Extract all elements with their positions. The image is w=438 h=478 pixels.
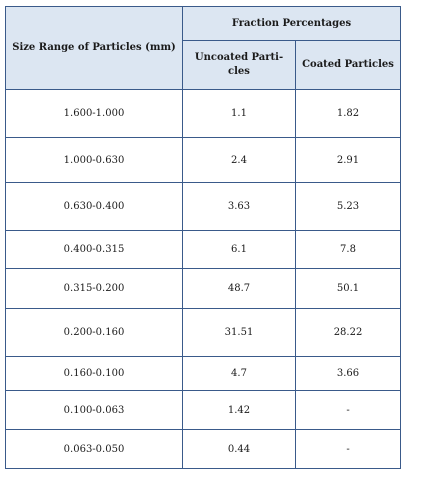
cell-coated: 7.8 bbox=[296, 231, 401, 269]
cell-coated: 3.66 bbox=[296, 357, 401, 391]
cell-size-range: 0.200-0.160 bbox=[6, 309, 183, 357]
table-row bbox=[6, 309, 401, 357]
table-row bbox=[6, 90, 401, 138]
cell-uncoated: 4.7 bbox=[183, 357, 296, 391]
cell-uncoated: 1.42 bbox=[183, 391, 296, 430]
cell-size-range: 0.160-0.100 bbox=[6, 357, 183, 391]
cell-uncoated: 31.51 bbox=[183, 309, 296, 357]
cell-coated: 5.23 bbox=[296, 183, 401, 231]
cell-coated: - bbox=[296, 391, 401, 430]
cell-uncoated: 2.4 bbox=[183, 138, 296, 183]
table-row bbox=[6, 391, 401, 430]
header-uncoated-particles: Uncoated Parti- cles bbox=[183, 41, 296, 90]
table-row bbox=[6, 231, 401, 269]
cell-coated: 2.91 bbox=[296, 138, 401, 183]
cell-coated: 1.82 bbox=[296, 90, 401, 138]
header-fraction-percentages: Fraction Percentages bbox=[183, 7, 401, 41]
table-row bbox=[6, 357, 401, 391]
cell-size-range: 0.630-0.400 bbox=[6, 183, 183, 231]
cell-uncoated: 1.1 bbox=[183, 90, 296, 138]
cell-size-range: 0.400-0.315 bbox=[6, 231, 183, 269]
table-row bbox=[6, 183, 401, 231]
cell-size-range: 0.063-0.050 bbox=[6, 430, 183, 469]
header-row-1 bbox=[6, 7, 401, 41]
table-row bbox=[6, 430, 401, 469]
cell-size-range: 0.100-0.063 bbox=[6, 391, 183, 430]
cell-uncoated: 48.7 bbox=[183, 269, 296, 309]
table-row bbox=[6, 269, 401, 309]
cell-uncoated: 3.63 bbox=[183, 183, 296, 231]
fraction-percentages-table bbox=[5, 6, 401, 469]
cell-uncoated: 0.44 bbox=[183, 430, 296, 469]
cell-uncoated: 6.1 bbox=[183, 231, 296, 269]
table-body bbox=[6, 90, 401, 469]
cell-size-range: 0.315-0.200 bbox=[6, 269, 183, 309]
header-size-range: Size Range of Particles (mm) bbox=[6, 7, 183, 90]
cell-size-range: 1.600-1.000 bbox=[6, 90, 183, 138]
cell-coated: - bbox=[296, 430, 401, 469]
cell-coated: 50.1 bbox=[296, 269, 401, 309]
table-row bbox=[6, 138, 401, 183]
cell-coated: 28.22 bbox=[296, 309, 401, 357]
cell-size-range: 1.000-0.630 bbox=[6, 138, 183, 183]
header-coated-particles: Coated Particles bbox=[296, 41, 401, 90]
